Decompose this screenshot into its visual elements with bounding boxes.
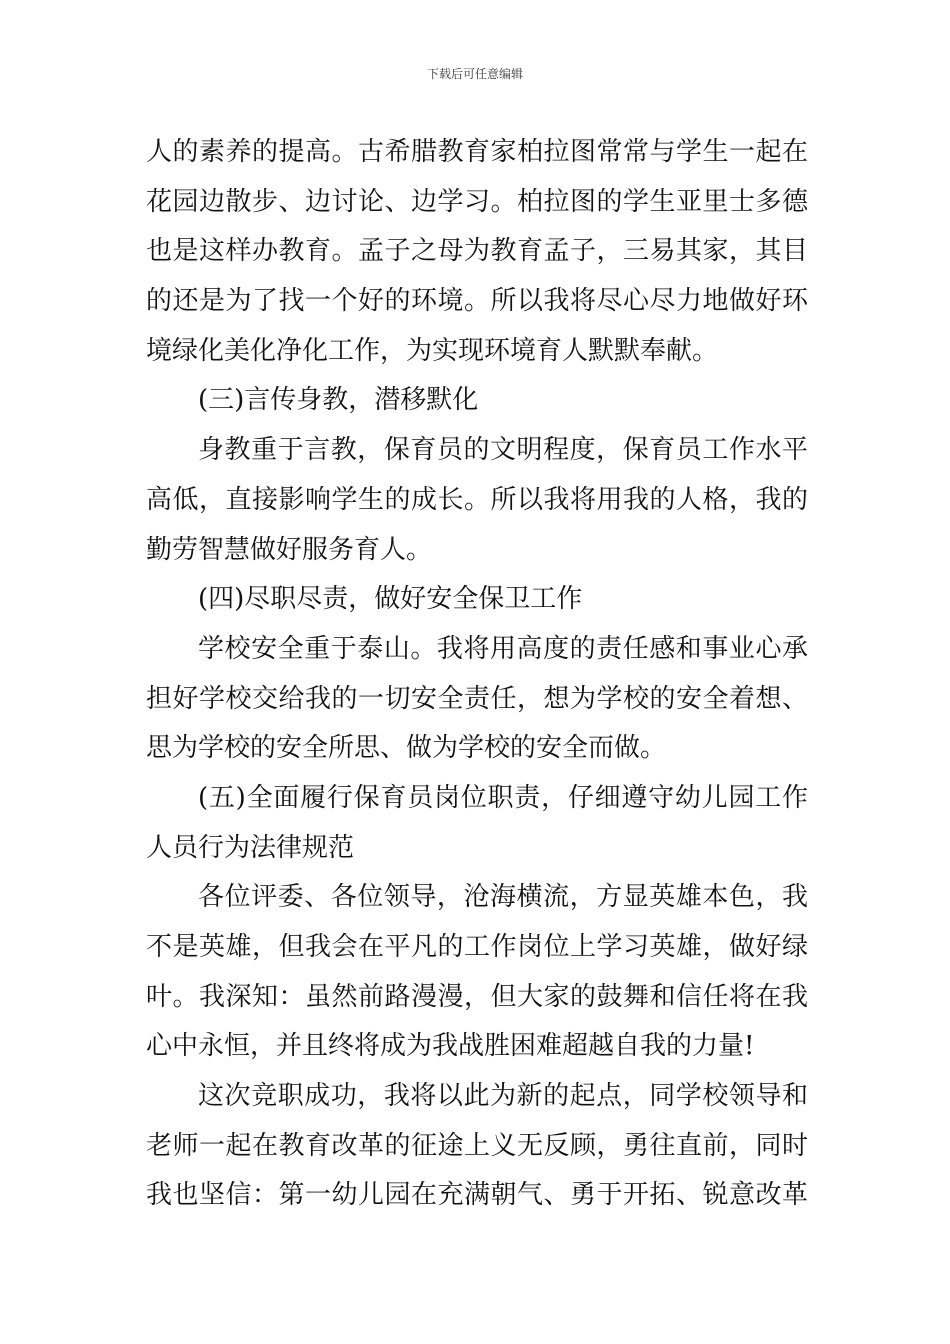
- text-line: 学校安全重于泰山。我将用高度的责任感和事业心承: [198, 633, 808, 664]
- text-line: 高低，直接影响学生的成长。所以我将用我的人格，我的: [146, 484, 808, 515]
- text-line: 花园边散步、边讨论、边学习。柏拉图的学生亚里士多德: [146, 186, 808, 217]
- text-line: 这次竞职成功，我将以此为新的起点，同学校领导和: [198, 1081, 808, 1112]
- document-body: [146, 128, 808, 1221]
- text-line: 境绿化美化净化工作，为实现环境育人默默奉献。: [146, 335, 719, 366]
- text-line: 思为学校的安全所思、做为学校的安全而做。: [146, 733, 667, 764]
- text-line: 的还是为了找一个好的环境。所以我将尽心尽力地做好环: [146, 286, 808, 317]
- text-line: 不是英雄，但我会在平凡的工作岗位上学习英雄，做好绿: [146, 932, 808, 962]
- text-line: 叶。我深知：虽然前路漫漫，但大家的鼓舞和信任将在我: [146, 981, 808, 1012]
- text-line: 我也坚信：第一幼儿园在充满朝气、勇于开拓、锐意改革: [146, 1180, 808, 1211]
- text-line: 也是这样办教育。孟子之母为教育孟子，三易其家，其目: [146, 236, 808, 267]
- section-heading: (五)全面履行保育员岗位职责，仔细遵守幼儿园工作: [198, 782, 808, 813]
- text-line: 各位评委、各位领导，沧海横流，方显英雄本色，我: [198, 882, 808, 913]
- section-heading: (三)言传身教，潜移默化: [198, 385, 479, 416]
- text-line: 担好学校交给我的一切安全责任，想为学校的安全着想、: [146, 683, 808, 714]
- section-heading-continued: 人员行为法律规范: [146, 832, 355, 863]
- text-line: 心中永恒，并且终将成为我战胜困难超越自我的力量!: [146, 1031, 755, 1062]
- text-line: 人的素养的提高。古希腊教育家柏拉图常常与学生一起在: [146, 137, 808, 167]
- text-line: 老师一起在教育改革的征途上义无反顾，勇往直前，同时: [146, 1130, 808, 1161]
- section-heading: (四)尽职尽责，做好安全保卫工作: [198, 584, 583, 615]
- text-line: 身教重于言教，保育员的文明程度，保育员工作水平: [198, 435, 808, 466]
- text-line: 勤劳智慧做好服务育人。: [146, 534, 433, 565]
- page-header-note: 下载后可任意编辑: [426, 67, 523, 81]
